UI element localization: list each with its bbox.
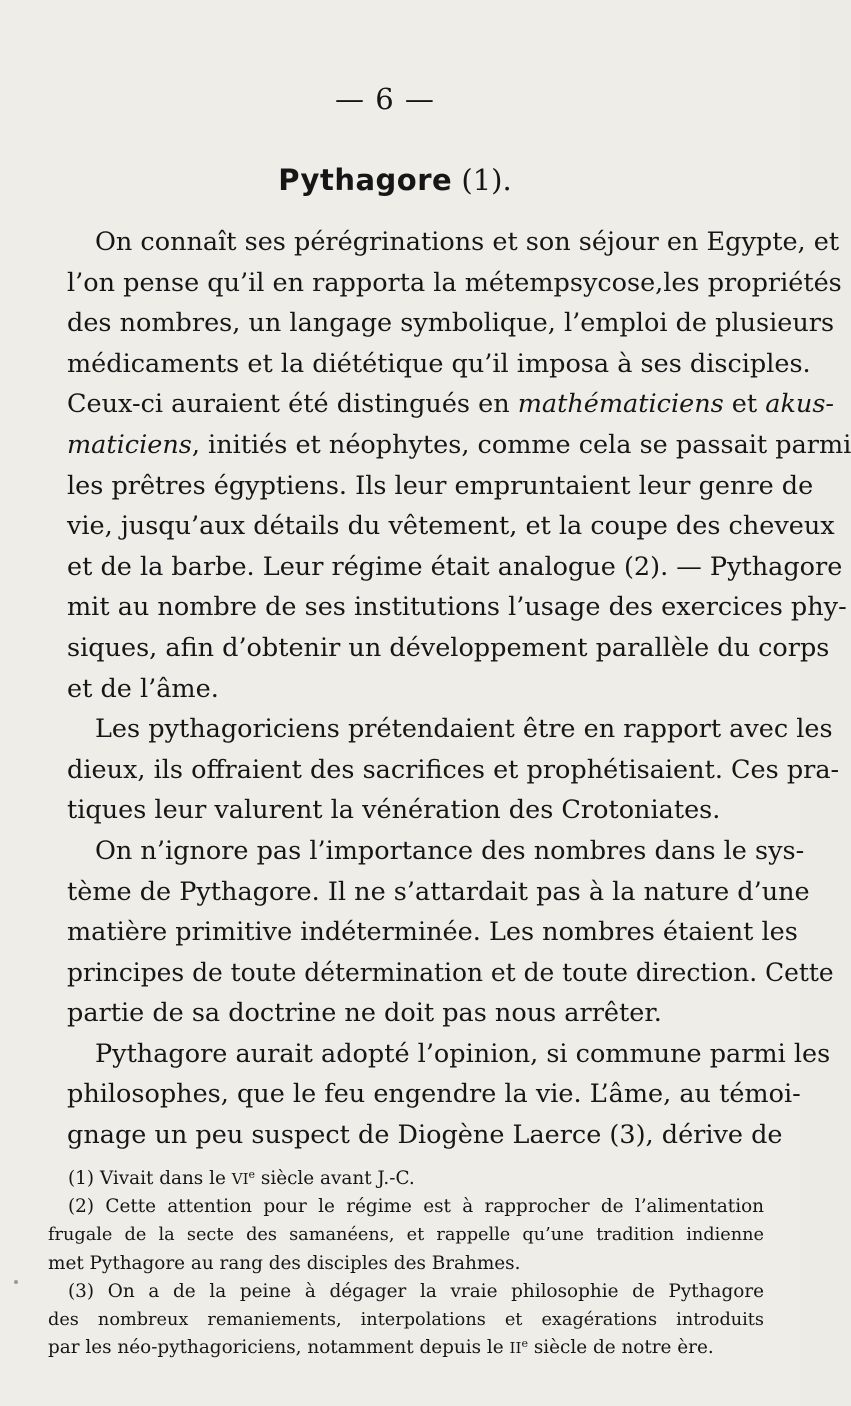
text-line: mit au nombre de ses institutions l’usage des exercices phy- [67, 592, 847, 623]
footnote-line: (2) Cette attention pour le régime est à rapprocher de l’alimentation [68, 1196, 764, 1218]
paragraph-4 [37, 1034, 831, 1156]
ordinal-suffix: e [248, 1167, 256, 1181]
section-heading [0, 163, 790, 197]
text-run: et [723, 389, 766, 420]
small-caps-numeral: VI [231, 1170, 249, 1188]
heading-title: Pythagore [278, 163, 453, 197]
text-line: tème de Pythagore. Il ne s’attardait pas à la nature d’une [67, 876, 810, 907]
text-line: matière primitive indéterminée. Les nombres étaient les [67, 917, 798, 948]
text-line: tiques leur valurent la vénération des Crotoniates. [67, 795, 721, 826]
footnote-line [48, 1165, 764, 1193]
text-line: On n’ignore pas l’importance des nombres dans le sys- [95, 835, 805, 866]
text-run: Ceux-ci auraient été distingués en [67, 389, 518, 420]
footnote-2 [48, 1193, 764, 1278]
scan-speck [14, 1280, 18, 1284]
text-line: philosophes, que le feu engendre la vie. L’âme, au témoi- [67, 1079, 801, 1110]
italic-term: mathématiciens [517, 389, 724, 420]
italic-term: maticiens [67, 429, 192, 460]
footnote-line: (3) On a de la peine à dégager la vraie philosophie de Pythagore [68, 1280, 764, 1302]
text-line: l’on pense qu’il en rapporta la métempsycose,les propriétés [67, 267, 842, 298]
ordinal-suffix: e [521, 1337, 528, 1351]
text-line: des nombres, un langage symbolique, l’emploi de plusieurs [67, 308, 835, 339]
footnote-3 [48, 1278, 764, 1363]
text-line [37, 425, 851, 466]
paragraph-3 [37, 831, 834, 1034]
text-run: siècle de notre ère. [527, 1337, 714, 1359]
text-line: siques, afin d’obtenir un développement parallèle du corps [67, 632, 830, 663]
footnote-line: met Pythagore au rang des disciples des Brahmes. [48, 1252, 521, 1274]
footnote-line [48, 1334, 764, 1362]
footnotes [48, 1165, 764, 1362]
text-line: médicaments et la diététique qu’il imposa à ses disciples. [67, 348, 811, 379]
text-run: (1) Vivait dans le [68, 1168, 232, 1189]
footnote-1 [48, 1165, 764, 1193]
page-number: — 6 — [335, 82, 435, 116]
text-line: On connaît ses pérégrinations et son séjour en Egypte, et [95, 227, 840, 257]
footnote-line: frugale de la secte des samanéens, et rappelle qu’une tradition indienne [48, 1225, 764, 1246]
heading-footnote-ref: (1). [461, 163, 512, 197]
italic-term: akus- [765, 389, 835, 420]
text-run: , initiés et néophytes, comme cela se passait parmi [191, 429, 851, 460]
text-line [37, 384, 835, 425]
text-line: Pythagore aurait adopté l’opinion, si commune parmi les [95, 1038, 831, 1069]
text-line: dieux, ils offraient des sacrifices et prophétisaient. Ces pra- [67, 754, 840, 785]
body-text [37, 222, 851, 1156]
text-line: partie de sa doctrine ne doit pas nous arrêter. [67, 998, 662, 1029]
text-line: vie, jusqu’aux détails du vêtement, et la coupe des cheveux [67, 511, 835, 542]
text-run: par les néo-pythagoriciens, notamment depuis le [48, 1337, 510, 1359]
text-line: et de l’âme. [67, 673, 219, 704]
text-run: siècle avant J.-C. [255, 1168, 415, 1189]
text-line: principes de toute détermination et de toute direction. Cette [67, 957, 834, 987]
text-line: Les pythagoriciens prétendaient être en rapport avec les [95, 714, 833, 745]
text-line: et de la barbe. Leur régime était analogue (2). — Pythagore [67, 551, 843, 582]
text-line: gnage un peu suspect de Diogène Laerce (3), dérive de [67, 1120, 783, 1151]
text-line: les prêtres égyptiens. Ils leur empruntaient leur genre de [67, 470, 814, 501]
paragraph-2 [37, 709, 840, 831]
paragraph-1 [37, 222, 851, 709]
small-caps-numeral: II [509, 1339, 522, 1358]
footnote-line: des nombreux remaniements, interpolations et exagérations introduits [48, 1310, 764, 1331]
